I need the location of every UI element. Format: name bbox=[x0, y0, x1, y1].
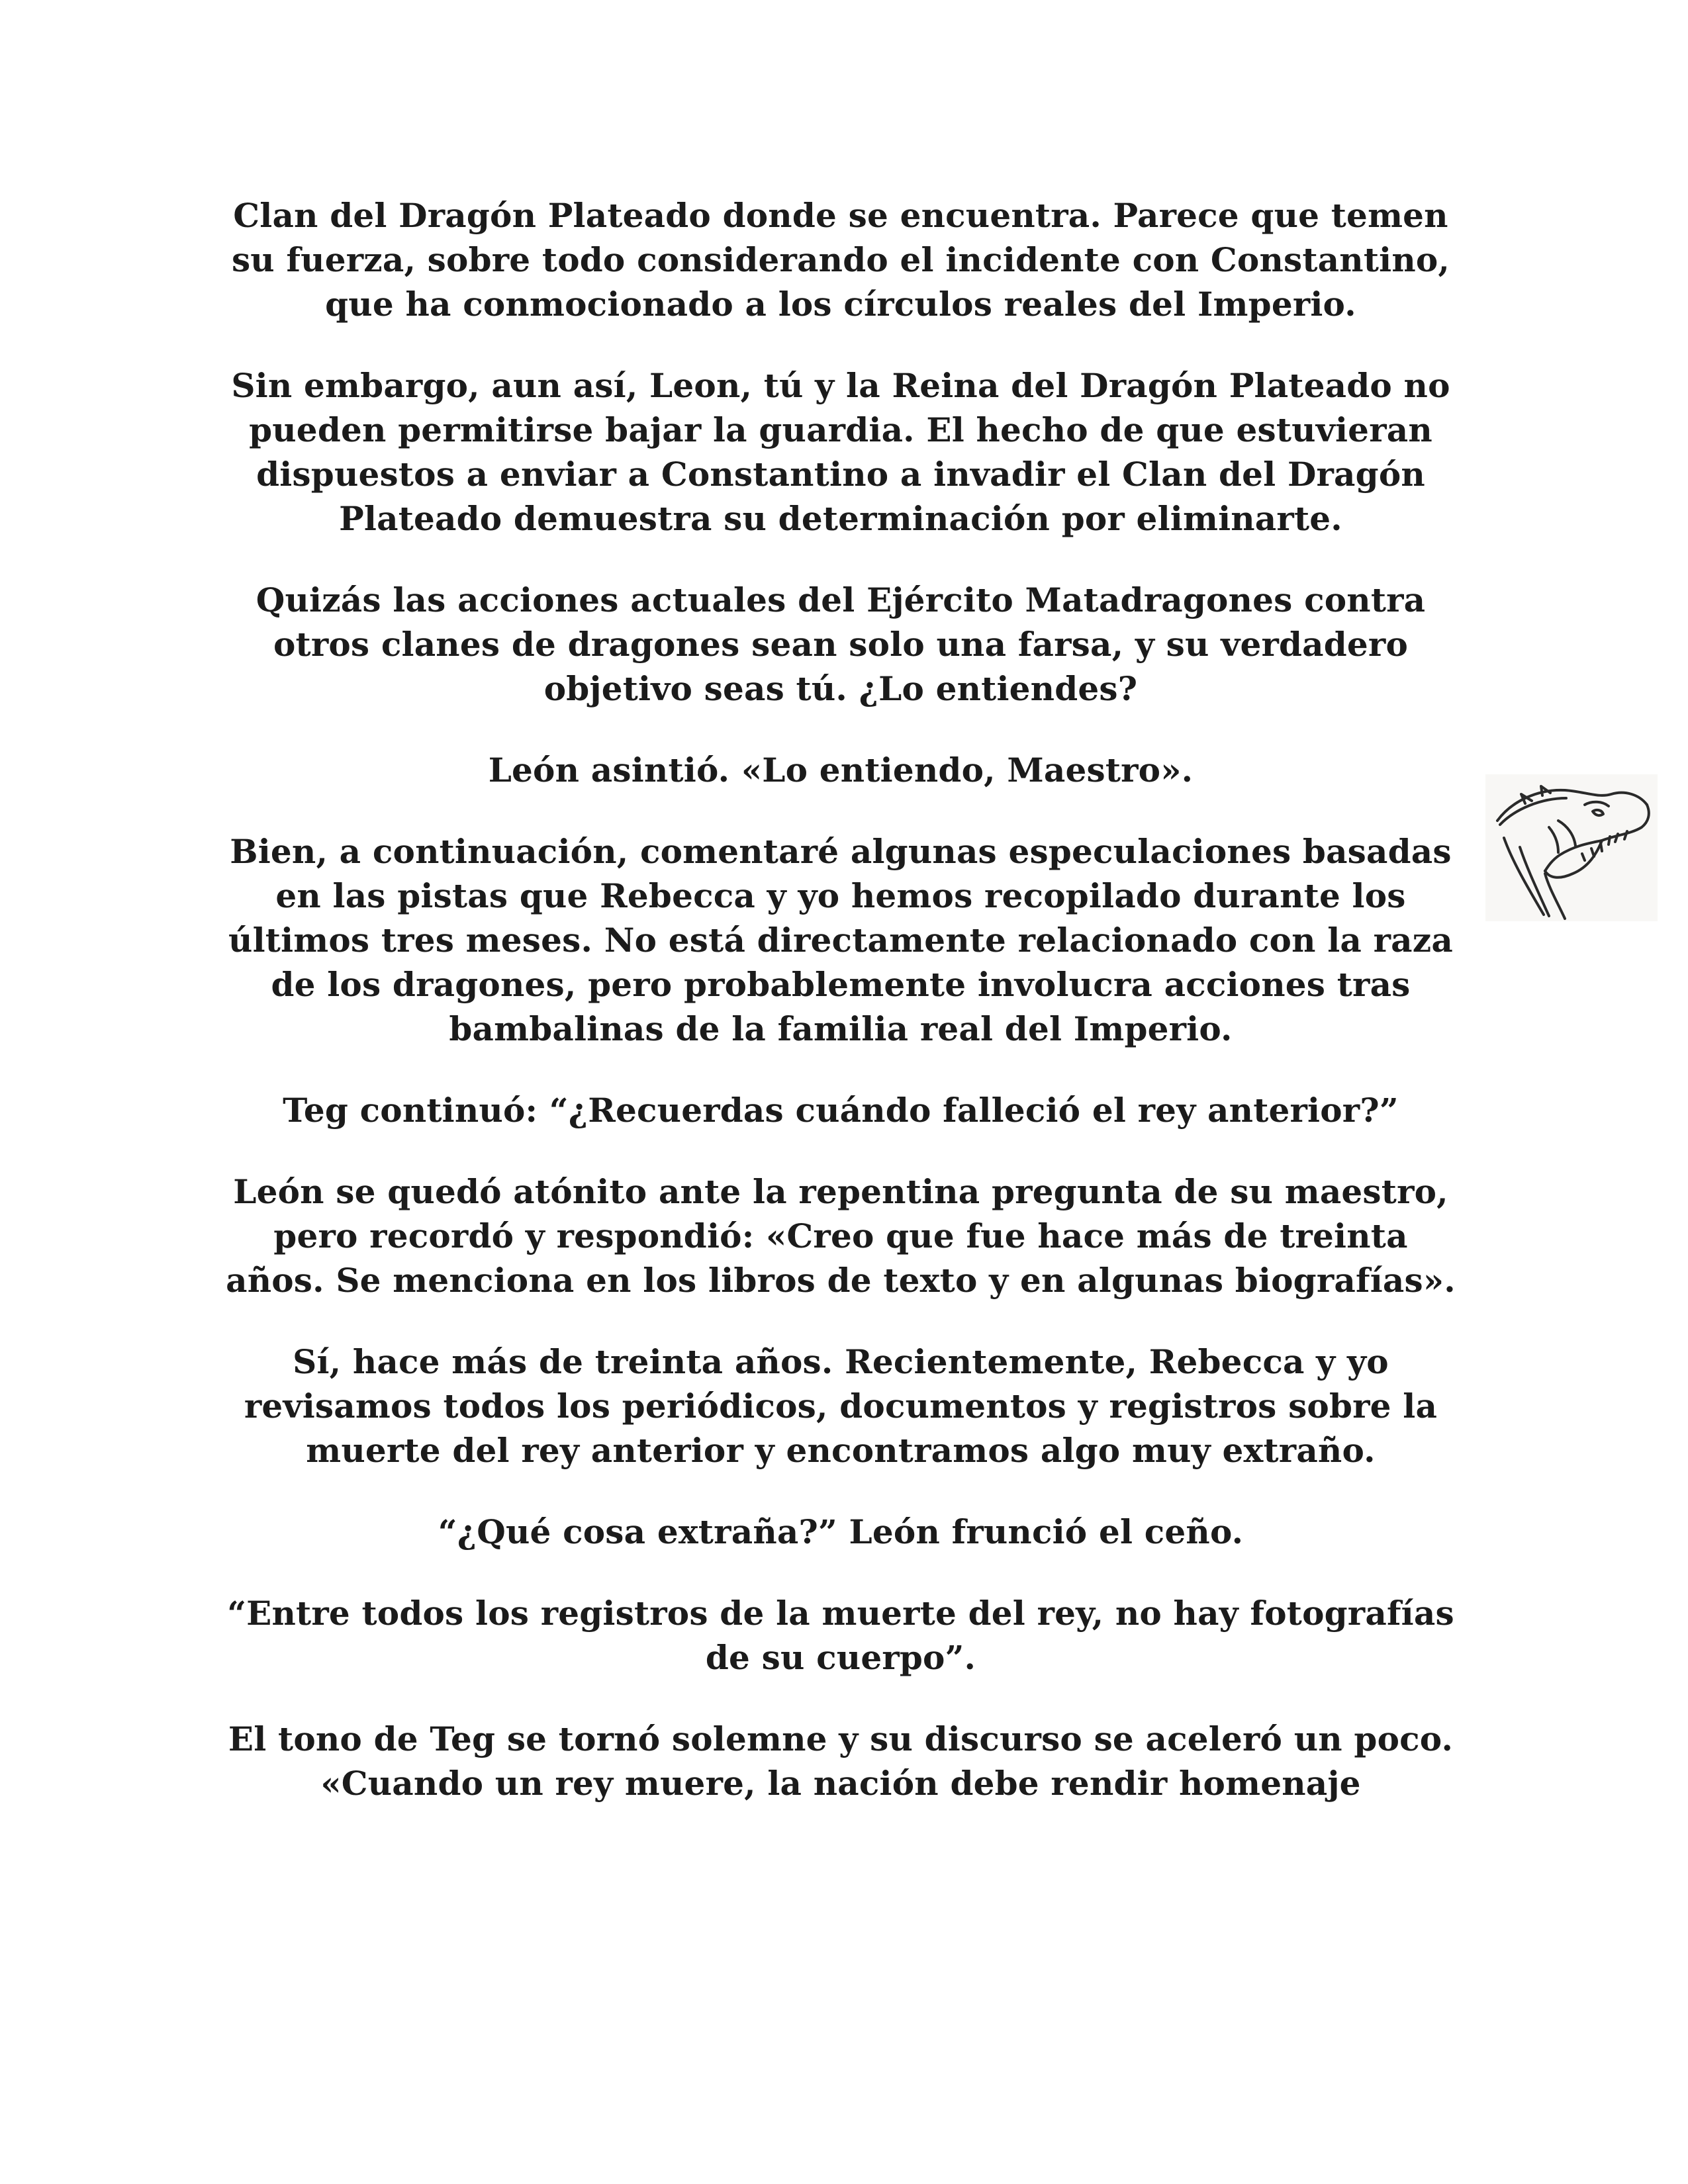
paragraph-9: “¿Qué cosa extraña?” León frunció el ceño. bbox=[438, 1512, 1244, 1551]
paragraph-2: Sin embargo, aun así, Leon, tú y la Reina del Dragón Plateado no pueden permitirse bajar la guardia. El hecho de que estuvieran dispuestos a enviar a Constantino a invadir el Clan del Dragón Plateado demuestra su determinación por eliminarte. bbox=[231, 366, 1450, 538]
paragraph-11: El tono de Teg se tornó solemne y su discurso se aceleró un poco. «Cuando un rey muere, la nación debe rendir homenaje bbox=[228, 1719, 1454, 1803]
dragon-head-icon bbox=[1485, 774, 1658, 921]
paragraph-3: Quizás las acciones actuales del Ejército Matadragones contra otros clanes de dragones sean solo una farsa, y su verdadero objetivo seas tú. ¿Lo entiendes? bbox=[256, 580, 1426, 708]
paragraph-7: León se quedó atónito ante la repentina pregunta de su maestro, pero recordó y respondió: «Creo que fue hace más de treinta años. Se menciona en los libros de texto y en algunas biografías». bbox=[226, 1172, 1456, 1300]
paragraph-6: Teg continuó: “¿Recuerdas cuándo falleció el rey anterior?” bbox=[283, 1091, 1399, 1130]
paragraph-5: Bien, a continuación, comentaré algunas especulaciones basadas en las pistas que Rebecca y yo hemos recopilado durante los últimos tres meses. No está directamente relacionado con la raza de los dragones, pero probablemente involucra acciones tras bambalinas de la familia real del Imperio. bbox=[228, 832, 1453, 1048]
paragraph-1: Clan del Dragón Plateado donde se encuentra. Parece que temen su fuerza, sobre todo considerando el incidente con Constantino, que ha conmocionado a los círculos reales del Imperio. bbox=[231, 196, 1450, 324]
paragraph-10: “Entre todos los registros de la muerte del rey, no hay fotografías de su cuerpo”. bbox=[227, 1594, 1454, 1677]
paragraph-8: Sí, hace más de treinta años. Recientemente, Rebecca y yo revisamos todos los periódicos, documentos y registros sobre la muerte del rey anterior y encontramos algo muy extraño. bbox=[244, 1342, 1438, 1470]
document-page bbox=[225, 193, 1456, 1843]
paragraph-4: León asintió. «Lo entiendo, Maestro». bbox=[488, 751, 1194, 790]
